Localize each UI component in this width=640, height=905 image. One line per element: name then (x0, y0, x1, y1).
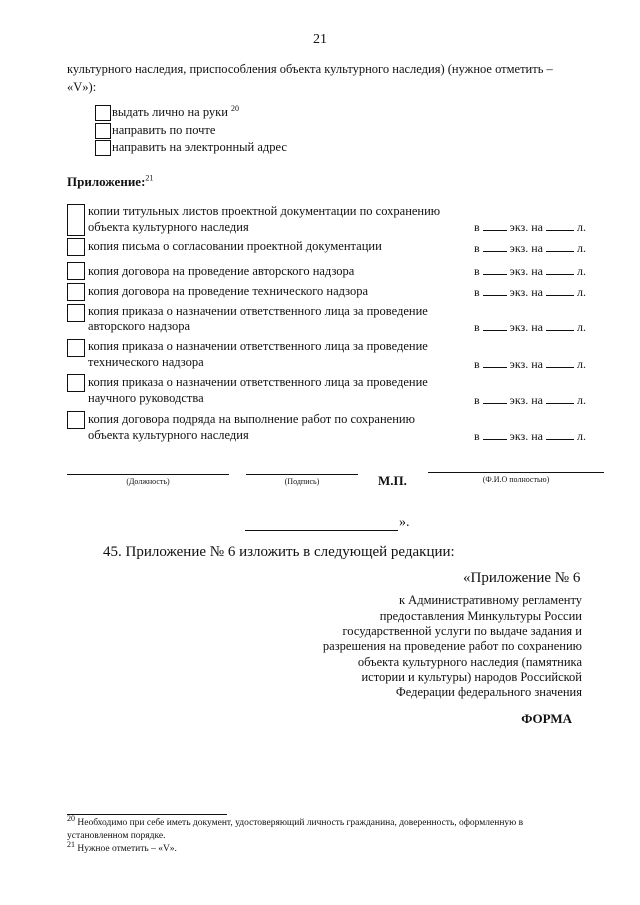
delivery-option-checkbox[interactable] (95, 123, 111, 139)
attachment-checkbox[interactable] (67, 339, 85, 357)
position-line[interactable] (67, 474, 229, 475)
footnote-ref: 21 (145, 173, 154, 183)
delivery-option-label: выдать лично на руки $^{20}$ (112, 103, 240, 119)
footnote-ref: 20 (231, 103, 240, 113)
form-label: ФОРМА (521, 711, 572, 726)
copies-blank[interactable] (483, 429, 507, 440)
copies-blank[interactable] (483, 241, 507, 252)
fio-caption: (Ф.И.О полностью) (482, 475, 550, 484)
annex-line: истории и культуры) народов Российской (361, 670, 582, 684)
signature-caption: (Подпись) (284, 477, 320, 486)
attachment-checkbox[interactable] (67, 238, 85, 256)
closing-quote: ». (399, 515, 410, 530)
footnote-separator (67, 814, 227, 815)
attachment-quantity: в экз. на л. (474, 393, 586, 407)
fio-line[interactable] (428, 472, 604, 473)
delivery-option-label: направить на электронный адрес (112, 140, 287, 154)
sheets-blank[interactable] (546, 429, 574, 440)
annex-line: объекта культурного наследия (памятника (357, 655, 582, 669)
attachment-label: копия договора подряда на выполнение работ по сохранению (88, 412, 415, 426)
copies-blank[interactable] (483, 393, 507, 404)
footnote-item: $^{20}$ Необходимо при себе иметь документ, удостоверяющий личность гражданина, доверенность, оформленную в (67, 813, 524, 828)
attachment-label: научного руководства (88, 391, 204, 405)
attachment-quantity: в экз. на л. (474, 241, 586, 255)
footnote-item-continuation: установленном порядке. (67, 831, 166, 841)
annex-title: «Приложение № 6 (463, 570, 581, 586)
sheets-blank[interactable] (546, 320, 574, 331)
annex-line: к Административному регламенту (398, 593, 582, 607)
attachment-label: копия договора на проведение технического надзора (88, 284, 369, 298)
sheets-blank[interactable] (546, 357, 574, 368)
closing-line (245, 530, 398, 531)
attachment-label: копия приказа о назначении ответственного лица за проведение (88, 304, 428, 318)
sheets-blank[interactable] (546, 285, 574, 296)
intro-line-1: культурного наследия, приспособления объекта культурного наследия) (нужное отметить – (67, 62, 553, 76)
attachment-checkbox[interactable] (67, 374, 85, 392)
footnote-mark: 21 (67, 839, 75, 849)
annex-line: разрешения на проведение работ по сохранению (322, 639, 582, 653)
attachment-label: копия письма о согласовании проектной документации (88, 239, 382, 253)
attachment-label: копия приказа о назначении ответственного лица за проведение (88, 339, 428, 353)
annex-line: Федерации федерального значения (395, 685, 582, 699)
stamp-label: М.П. (378, 473, 407, 488)
footnote-mark: 20 (67, 813, 75, 823)
attachment-label: копия договора на проведение авторского надзора (88, 264, 355, 278)
page-number: 21 (313, 32, 327, 47)
attachment-label: копия приказа о назначении ответственного лица за проведение (88, 375, 428, 389)
attachment-label: авторского надзора (88, 319, 191, 333)
attachment-quantity: в экз. на л. (474, 285, 586, 299)
attachment-quantity: в экз. на л. (474, 264, 586, 278)
sheets-blank[interactable] (546, 220, 574, 231)
copies-blank[interactable] (483, 220, 507, 231)
attachment-label: технического надзора (88, 355, 204, 369)
sheets-blank[interactable] (546, 264, 574, 275)
position-caption: (Должность) (126, 477, 170, 486)
attachment-label: объекта культурного наследия (88, 220, 249, 234)
delivery-option-label: направить по почте (112, 123, 216, 137)
attachment-checkbox[interactable] (67, 411, 85, 429)
sheets-blank[interactable] (546, 393, 574, 404)
attachment-checkbox[interactable] (67, 204, 85, 236)
footnote-item: $^{21}$ Нужное отметить – «V». (67, 839, 177, 854)
copies-blank[interactable] (483, 357, 507, 368)
copies-blank[interactable] (483, 320, 507, 331)
attachment-quantity: в экз. на л. (474, 429, 586, 443)
signature-line[interactable] (246, 474, 358, 475)
delivery-option-checkbox[interactable] (95, 140, 111, 156)
annex-line: предоставления Минкультуры России (379, 609, 582, 623)
attachment-quantity: в экз. на л. (474, 357, 586, 371)
attachments-heading: Приложение:$^{21}$ (67, 173, 154, 189)
attachment-quantity: в экз. на л. (474, 320, 586, 334)
attachment-checkbox[interactable] (67, 283, 85, 301)
delivery-option-checkbox[interactable] (95, 105, 111, 121)
intro-line-2: «V»): (67, 80, 97, 94)
attachment-label: объекта культурного наследия (88, 428, 249, 442)
amendment-text: 45. Приложение № 6 изложить в следующей редакции: (103, 544, 455, 560)
copies-blank[interactable] (483, 285, 507, 296)
attachment-label: копии титульных листов проектной документации по сохранению (88, 204, 441, 218)
attachment-quantity: в экз. на л. (474, 220, 586, 234)
sheets-blank[interactable] (546, 241, 574, 252)
annex-line: государственной услуги по выдаче задания и (342, 624, 582, 638)
attachment-checkbox[interactable] (67, 262, 85, 280)
copies-blank[interactable] (483, 264, 507, 275)
attachment-checkbox[interactable] (67, 304, 85, 322)
